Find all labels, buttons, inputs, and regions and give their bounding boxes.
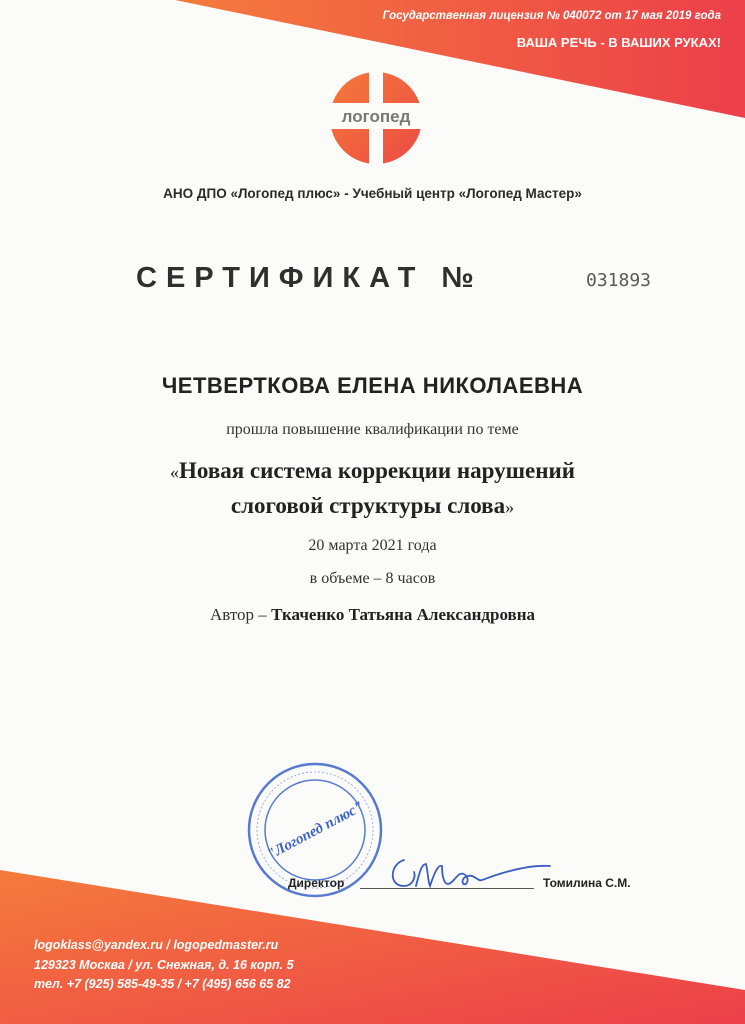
topic-close-quote: » [505,497,515,517]
course-author [0,605,745,625]
license-text: Государственная лицензия № 040072 от 17 мая 2019 года [382,10,721,22]
director-label: Директор [288,876,345,890]
logo-wordmark: логопед [341,107,411,126]
organization-name: АНО ДПО «Логопед плюс» - Учебный центр «Логопед Мастер» [163,186,582,201]
logopedist-logo [328,70,424,166]
director-name: Томилина С.М. [543,876,631,890]
course-volume: в объеме – 8 часов [309,570,436,587]
certificate-number: 031893 [586,270,652,291]
slogan: ВАША РЕЧЬ - В ВАШИХ РУКАХ! [516,35,721,50]
footer-address: 129323 Москва / ул. Снежная, д. 16 корп. 5 [34,958,294,972]
author-label: Автор – [209,605,267,624]
statement-text: прошла повышение квалификации по теме [226,421,519,438]
footer-phones: тел. +7 (925) 585-49-35 / +7 (495) 656 65 82 [34,977,291,991]
course-topic [0,454,745,524]
topic-line-2: слоговой структуры слова [230,493,506,518]
stamp-center-text: "Логопед плюс" [264,798,367,864]
footer-contacts-web: logoklass@yandex.ru / logopedmaster.ru [34,938,279,952]
topic-line-1: Новая система коррекции нарушений [179,458,575,483]
course-date: 20 марта 2021 года [308,537,437,554]
topic-open-quote: « [170,462,179,482]
director-signature [382,842,552,898]
recipient-name: ЧЕТВЕРТКОВА ЕЛЕНА НИКОЛАЕВНА [161,373,584,398]
author-name: Ткаченко Татьяна Александровна [271,605,536,624]
certificate-title: СЕРТИФИКАТ № [136,262,483,294]
